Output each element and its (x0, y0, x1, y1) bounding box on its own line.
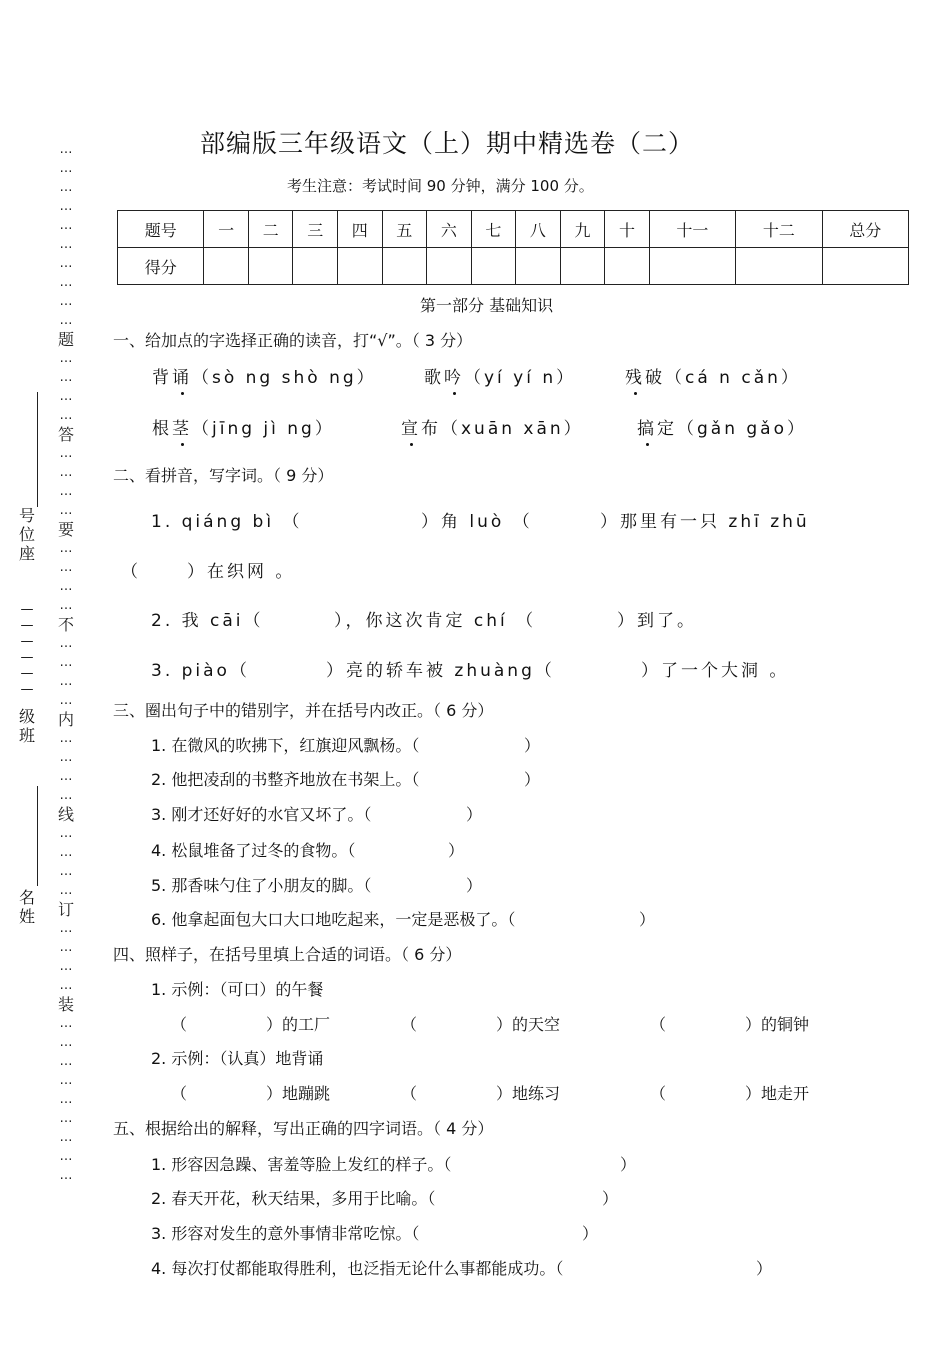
q4-example: 2. 示例：（认真）地背诵 (151, 1049, 324, 1068)
q4-blank-word: ）地蹦跳 (266, 1084, 331, 1103)
q3-item: 2. 他把凌刮的书整齐地放在书架上。（ (151, 770, 420, 789)
q1-item (152, 363, 377, 388)
q4-open: （ (171, 1084, 188, 1103)
seal-char: 要 (57, 520, 74, 539)
q4-blank-word: ）的工厂 (266, 1015, 331, 1034)
q4-example: 1. 示例：（可口）的午餐 (151, 980, 324, 999)
seal-char: 不 (57, 615, 74, 634)
score-header-cell: 二 (248, 211, 293, 248)
score-input-cell[interactable] (293, 248, 338, 285)
answer-close: ） (639, 910, 656, 929)
class-line: — — — — — — (20, 602, 34, 697)
score-input-cell[interactable] (605, 248, 650, 285)
item-char: 布 (421, 419, 441, 439)
q1-title: 一、给加点的字选择正确的读音，打“√”。（ 3 分） (113, 331, 473, 350)
pinyin-options[interactable]: （xuān xān） (441, 419, 584, 439)
dotted-char: 吟 (444, 363, 464, 388)
score-input-cell[interactable] (822, 248, 908, 285)
dotted-char: 诵 (172, 363, 192, 388)
score-input-cell[interactable] (248, 248, 293, 285)
score-header-cell: 总分 (822, 211, 908, 248)
score-header-cell: 五 (382, 211, 427, 248)
score-header-cell: 十一 (649, 211, 735, 248)
q3-item: 5. 那香味勺住了小朋友的脚。（ (151, 876, 372, 895)
part-heading: 第一部分 基础知识 (420, 296, 554, 315)
q4-blank-word: ）地走开 (745, 1084, 810, 1103)
score-header-cell: 六 (427, 211, 472, 248)
score-table (117, 210, 909, 285)
seal-char: 线 (57, 805, 74, 824)
q1-item (637, 414, 807, 439)
score-input-cell[interactable] (736, 248, 822, 285)
exam-notice: 考生注意：考试时间 90 分钟，满分 100 分。 (287, 177, 594, 195)
q2-line3-b: ）亮的轿车被 zhuàng（ (326, 661, 555, 681)
answer-close: ） (756, 1259, 773, 1278)
q4-open: （ (650, 1015, 667, 1034)
q3-item: 3. 刚才还好好的水官又坏了。（ (151, 805, 372, 824)
seat-number-label: 号 位 座 (18, 506, 35, 563)
answer-close: ） (524, 770, 541, 789)
page-title: 部编版三年级语文（上）期中精选卷（二） (200, 129, 695, 158)
seal-char: 装 (57, 995, 74, 1014)
score-input-cell[interactable] (560, 248, 605, 285)
dotted-char: 残 (625, 363, 645, 388)
seat-line (37, 392, 38, 507)
score-header-cell: 一 (204, 211, 249, 248)
item-char: 破 (645, 368, 665, 388)
score-header-cell: 八 (516, 211, 561, 248)
q3-item: 6. 他拿起面包大口大口地吃起来，一定是恶极了。（ (151, 910, 516, 929)
q4-open: （ (171, 1015, 188, 1034)
class-label: 级 班 (18, 707, 35, 745)
answer-close: ） (448, 841, 465, 860)
item-char: 根 (152, 419, 172, 439)
answer-close: ） (582, 1224, 599, 1243)
q4-open: （ (401, 1084, 418, 1103)
q2-line2-b: ），你这次肯定 chí （ (334, 611, 537, 631)
q1-item (401, 414, 584, 439)
q4-open: （ (401, 1015, 418, 1034)
pinyin-options[interactable]: （cá n cǎn） (665, 368, 801, 388)
q2-line1-a: 1. qiáng bì （ (151, 512, 303, 532)
q2-line1-e: ）在织网 。 (187, 562, 296, 582)
score-row-label: 得分 (118, 248, 204, 285)
answer-close: ） (602, 1189, 619, 1208)
score-header-cell: 四 (338, 211, 383, 248)
q5-title: 五、根据给出的解释，写出正确的四字词语。（ 4 分） (113, 1119, 494, 1138)
q3-title: 三、圈出句子中的错别字，并在括号内改正。（ 6 分） (113, 701, 494, 720)
name-line (37, 786, 38, 886)
q2-title: 二、看拼音，写字词。（ 9 分） (113, 466, 334, 485)
q5-item: 2. 春天开花，秋天结果，多用于比喻。（ (151, 1189, 436, 1208)
q1-item (152, 414, 335, 439)
seal-line-margin: … … … … … … … … … … 题 … … … … 答 … … … … 要 … … … … 不 … … … … 内 … … … … 线 … … … … 订 … … … … 装 … … … … … … … … … (57, 142, 74, 1183)
q4-blank-word: ）地练习 (496, 1084, 561, 1103)
item-char: 定 (657, 419, 677, 439)
q4-title: 四、照样子，在括号里填上合适的词语。（ 6 分） (113, 945, 462, 964)
score-header-row (118, 211, 909, 248)
score-header-cell: 题号 (118, 211, 204, 248)
pinyin-options[interactable]: （jīng jì ng） (192, 419, 335, 439)
score-input-cell[interactable] (427, 248, 472, 285)
score-header-cell: 十 (605, 211, 650, 248)
item-char: 歌 (424, 368, 444, 388)
dotted-char: 茎 (172, 414, 192, 439)
q2-line1-d: （ (121, 562, 141, 582)
q5-item: 3. 形容对发生的意外事情非常吃惊。（ (151, 1224, 420, 1243)
dotted-char: 搞 (637, 414, 657, 439)
q3-item: 4. 松鼠堆备了过冬的食物。（ (151, 841, 356, 860)
pinyin-options[interactable]: （gǎn gǎo） (677, 419, 807, 439)
score-value-row (118, 248, 909, 285)
score-input-cell[interactable] (471, 248, 516, 285)
answer-close: ） (466, 805, 483, 824)
answer-close: ） (620, 1155, 637, 1174)
q2-line1-b: ）角 luò （ (421, 512, 533, 532)
name-label: 名 姓 (18, 888, 35, 926)
q2-line2-c: ）到了。 (617, 611, 697, 631)
q4-blank-word: ）的天空 (496, 1015, 561, 1034)
q2-line2-a: 2. 我 cāi（ (151, 611, 264, 631)
q5-item: 4. 每次打仗都能取得胜利，也泛指无论什么事都能成功。（ (151, 1259, 564, 1278)
score-input-cell[interactable] (338, 248, 383, 285)
seal-char: 答 (57, 425, 74, 444)
q2-line1-c: ）那里有一只 zhī zhū (600, 512, 810, 532)
score-header-cell: 三 (293, 211, 338, 248)
pinyin-options[interactable]: （yí yí n） (464, 368, 577, 388)
score-input-cell[interactable] (649, 248, 735, 285)
q2-line3-a: 3. piào（ (151, 661, 250, 681)
q1-item (424, 363, 576, 388)
seal-char: 订 (57, 900, 74, 919)
q1-item (625, 363, 801, 388)
dotted-char: 宣 (401, 414, 421, 439)
answer-close: ） (466, 876, 483, 895)
score-input-cell[interactable] (204, 248, 249, 285)
score-header-cell: 十二 (736, 211, 822, 248)
score-header-cell: 七 (471, 211, 516, 248)
score-header-cell: 九 (560, 211, 605, 248)
q4-blank-word: ）的铜钟 (745, 1015, 810, 1034)
q2-line3-c: ）了一个大洞 。 (641, 661, 790, 681)
answer-close: ） (524, 736, 541, 755)
pinyin-options[interactable]: （sò ng shò ng） (192, 368, 377, 388)
item-char: 背 (152, 368, 172, 388)
q4-open: （ (650, 1084, 667, 1103)
seal-char: 题 (57, 330, 74, 349)
seal-char: 内 (57, 710, 74, 729)
score-input-cell[interactable] (516, 248, 561, 285)
q3-item: 1. 在微风的吹拂下，红旗迎风飘杨。（ (151, 736, 420, 755)
q5-item: 1. 形容因急躁、害羞等脸上发红的样子。（ (151, 1155, 452, 1174)
score-input-cell[interactable] (382, 248, 427, 285)
